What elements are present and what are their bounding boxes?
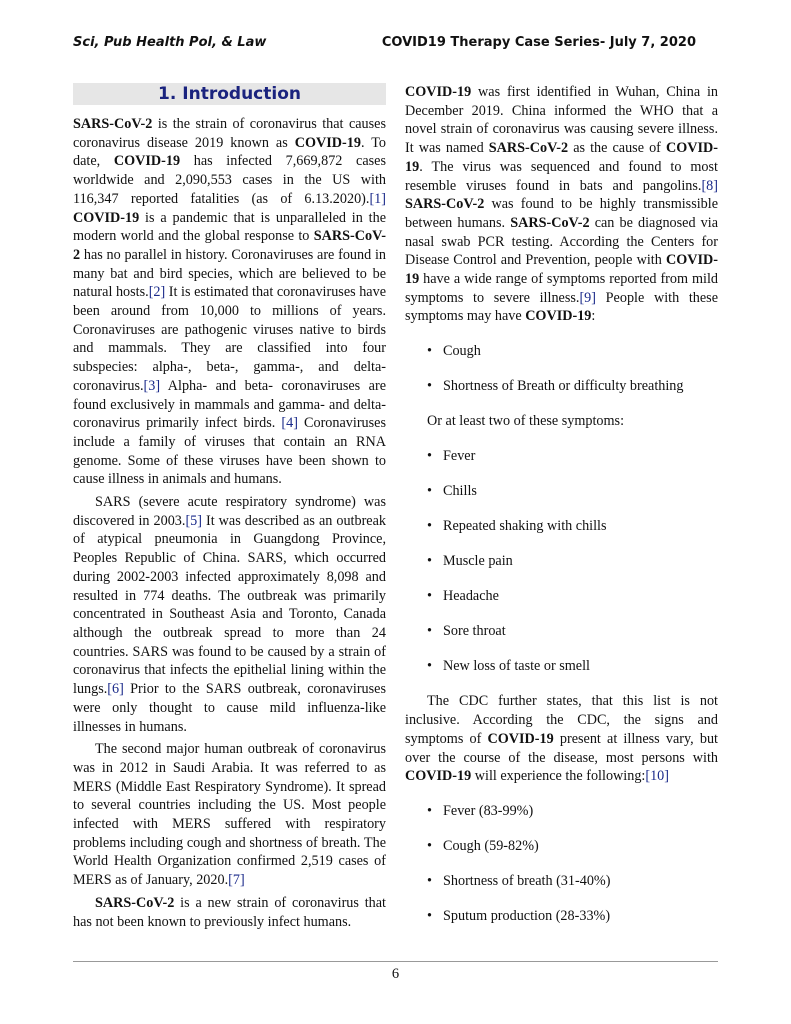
citation-link[interactable]: [9] — [579, 289, 596, 306]
text-run: as the cause of — [568, 140, 666, 157]
text-run: has no parallel in history. Coronaviruses are found in many bat and bird species, which are believed to be natural hosts. — [73, 246, 386, 301]
term-covid-19: COVID-19 — [294, 134, 361, 151]
text-run: Prior to the SARS outbreak, coronaviruses were only thought to cause mild influenza-like illnesses in humans. — [73, 681, 386, 735]
text-run: was found to be highly transmissible between humans. — [405, 196, 718, 231]
list-item: • Muscle pain — [405, 552, 718, 571]
left-column — [73, 83, 386, 935]
term-sars-cov-2: SARS-CoV-2 — [95, 894, 175, 911]
text-run: present at illness vary, but over the course of the disease, most persons with — [405, 730, 718, 766]
text-run: is a new strain of coronavirus that has not been known to previously infect humans. — [73, 894, 386, 930]
text-run: is the strain of coronavirus that causes coronavirus disease 2019 known as — [73, 116, 386, 151]
citation-link[interactable]: [7] — [228, 872, 245, 889]
text-run: has infected 7,669,872 cases worldwide and 2,090,553 cases in the US with 116,347 reported fatalities (as of 6.13.2020). — [73, 153, 386, 207]
list-item: • Fever (83-99%) — [405, 802, 718, 821]
list-item: • Cough (59-82%) — [405, 837, 718, 856]
list-item: • Shortness of Breath or difficulty breathing — [405, 377, 718, 396]
intro-paragraph-3 — [73, 740, 386, 890]
citation-link[interactable]: [10] — [645, 768, 669, 785]
text-run: can be diagnosed via nasal swab PCR testing. According the Centers for Disease Control and Prevention, people with — [405, 214, 718, 269]
page-number: 6 — [391, 966, 400, 982]
footer-divider — [73, 961, 718, 962]
text-run: will experience the following: — [471, 768, 646, 785]
list-item: • Repeated shaking with chills — [405, 517, 718, 536]
symptom-list-secondary — [405, 447, 718, 676]
list-item: • Sputum production (28-33%) — [405, 907, 718, 926]
text-run: is a pandemic that is unparalleled in the modern world and the global response to — [73, 209, 386, 245]
text-run: . To date, — [73, 134, 387, 170]
text-run: have a wide range of symptoms reported from mild symptoms to severe illness. — [405, 271, 718, 306]
text-run: The CDC further states, that this list is not inclusive. According the CDC, the signs and symptoms of — [405, 693, 718, 747]
term-sars-cov-2: SARS-CoV-2 — [510, 214, 590, 231]
symptom-frequency-list — [405, 802, 718, 926]
list-item: • Fever — [405, 447, 718, 466]
list-item: • Cough — [405, 342, 718, 361]
term-covid-19: COVID-19 — [525, 308, 592, 325]
text-run: was first identified in Wuhan, China in December 2019. China informed the WHO that a novel strain of coronavirus was causing severe illness. It was named — [405, 84, 718, 157]
running-header-right: COVID19 Therapy Case Series- July 7, 2020 — [381, 35, 696, 50]
list-item: • Headache — [405, 587, 718, 606]
term-covid-19: COVID-19 — [487, 730, 554, 747]
intro-paragraph-5 — [405, 83, 718, 326]
citation-link[interactable]: [1] — [369, 190, 386, 207]
text-run: It is estimated that coronaviruses have been around from 10,000 to millions of years. Coronaviruses are pathogenic viruses native to birds and mammals. They are classified into four subspecies: alpha-, beta-, gamma-, and delta- coronavirus. — [73, 284, 386, 394]
list-item: • New loss of taste or smell — [405, 657, 718, 676]
list-item: • Shortness of breath (31-40%) — [405, 872, 718, 891]
citation-link[interactable]: [6] — [107, 681, 124, 698]
cdc-paragraph — [405, 692, 718, 786]
running-header-left: Sci, Pub Health Pol, & Law — [73, 35, 267, 50]
citation-link[interactable]: [5] — [185, 512, 202, 529]
term-covid-19: COVID-19 — [405, 84, 472, 100]
term-sars-cov-2: SARS-CoV-2 — [73, 228, 386, 263]
text-run: . The virus was sequenced and found to most resemble viruses found in bats and pangolins. — [405, 158, 718, 194]
right-column — [405, 83, 718, 942]
term-sars-cov-2: SARS-CoV-2 — [405, 196, 485, 213]
text-run: : — [591, 308, 596, 325]
text-run: SARS (severe acute respiratory syndrome) was discovered in 2003. — [73, 494, 386, 529]
list-item: • Chills — [405, 482, 718, 501]
term-covid-19: COVID-19 — [405, 768, 472, 785]
symptom-list-primary — [405, 342, 718, 396]
section-heading — [73, 83, 386, 105]
term-sars-cov-2: SARS-CoV-2 — [73, 116, 153, 132]
term-covid-19: COVID-19 — [405, 252, 718, 288]
intro-paragraph-2 — [73, 493, 386, 736]
citation-link[interactable]: [3] — [143, 377, 161, 394]
citation-link[interactable]: [8] — [701, 177, 718, 194]
term-sars-cov-2: SARS-CoV-2 — [488, 140, 569, 157]
term-covid-19: COVID-19 — [73, 209, 140, 226]
section-number: 1. — [158, 84, 177, 104]
citation-link[interactable]: [4] — [281, 415, 298, 432]
list-item: • Sore throat — [405, 622, 718, 641]
text-run: Coronaviruses include a family of viruses that contain an RNA genome. Some of these viruses have been shown to cause illness in animals and humans. — [73, 415, 386, 488]
intro-paragraph-1 — [73, 115, 386, 489]
text-run: The second major human outbreak of coronavirus was in 2012 in Saudi Arabia. It was referred to as MERS (Middle East Respiratory Syndrome). It spread to several countries including the US. Most people infected with MERS suffered with respiratory problems including cough and shortness of breath. The World Health Organization confirmed 2,519 cases of MERS as of January, 2020. — [73, 741, 386, 889]
intro-paragraph-4 — [73, 894, 386, 931]
symptom-list-intro: Or at least two of these symptoms: — [427, 413, 625, 430]
citation-link[interactable]: [2] — [148, 284, 166, 301]
section-title: Introduction — [182, 84, 301, 104]
term-covid-19: COVID-19 — [113, 153, 181, 170]
text-run: Alpha- and beta- coronaviruses are found exclusively in mammals and gamma- and delta-coronavirus primarily infect birds. — [73, 377, 386, 432]
text-run: People with these symptoms may have — [405, 289, 718, 325]
text-run: It was described as an outbreak of atypical pneumonia in Guangdong Province, Peoples Republic of China. SARS, which occurred during 2002-2003 infected approximately 8,098 and resulted in 774 deaths. The outbreak was primarily concentrated in Southeast Asia and Toronto, Canada although the outbreak spread to more than 24 countries. SARS was found to be caused by a strain of coronavirus that infects the epithelial lining within the lungs. — [73, 512, 386, 698]
term-covid-19: COVID-19 — [405, 140, 718, 175]
